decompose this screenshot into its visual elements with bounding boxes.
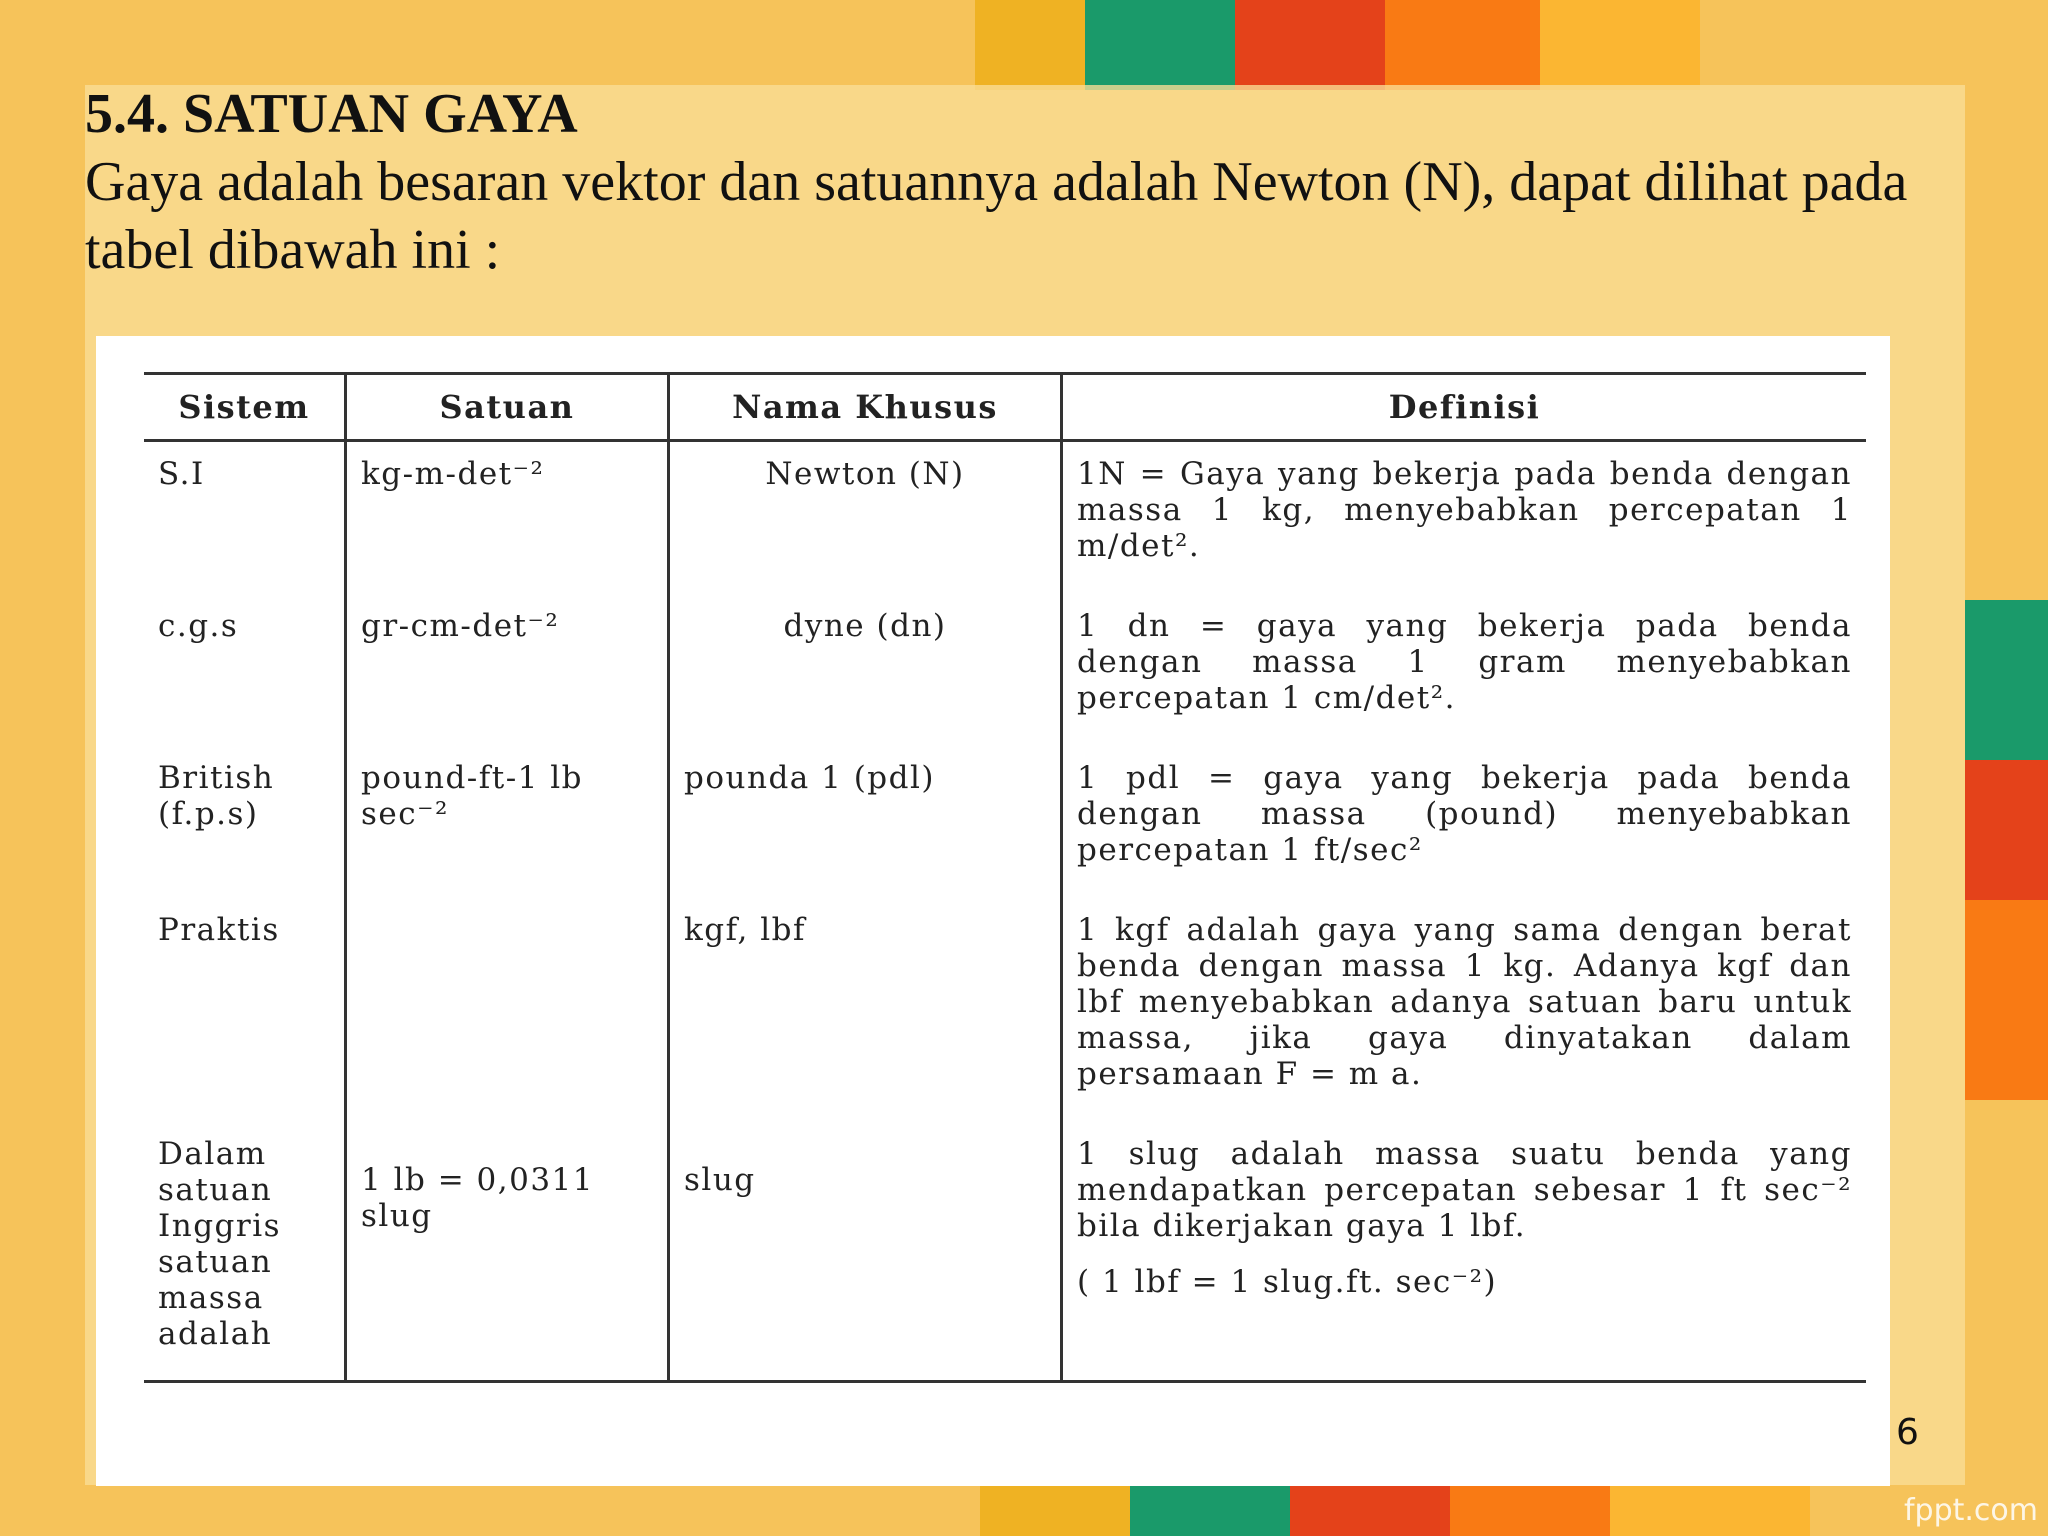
cell-definisi: 1 kgf adalah gaya yang sama dengan berat benda dengan massa 1 kg. Adanya kgf dan lbf menyebabkan adanya satuan baru untuk massa, jika gaya dinyatakan dalam persamaan F = m a. [1062,898,1867,1122]
slide-intro: Gaya adalah besaran vektor dan satuannya adalah Newton (N), dapat dilihat pada tabel dibawah ini : [85,151,1908,281]
cell-nama-khusus: slug [669,1122,1062,1382]
bottom-band-yellow [980,1486,1130,1536]
cell-satuan: 1 lb = 0,0311 slug [346,1122,669,1382]
bottom-band-red [1290,1486,1450,1536]
cell-satuan: gr-cm-det⁻² [346,594,669,746]
stripe-yellow [975,0,1085,90]
cell-nama-khusus: Newton (N) [669,441,1062,595]
cell-nama-khusus: pounda 1 (pdl) [669,746,1062,898]
bottom-band-green [1130,1486,1290,1536]
definisi-text: 1 slug adalah massa suatu benda yang mendapatkan percepatan sebesar 1 ft sec⁻² bila dikerjakan gaya 1 lbf. [1077,1136,1852,1244]
cell-sistem: c.g.s [158,608,239,644]
cell-nama-khusus: dyne (dn) [669,594,1062,746]
cell-definisi: 1 pdl = gaya yang bekerja pada benda dengan massa (pound) menyebabkan percepatan 1 ft/sec² [1062,746,1867,898]
right-band-red [1965,760,2048,900]
cell-satuan [346,898,669,1122]
header-definisi: Definisi [1062,374,1867,441]
definisi-note: ( 1 lbf = 1 slug.ft. sec⁻²) [1077,1264,1498,1300]
table-row [144,898,1866,1122]
right-band-orange [1965,900,2048,1100]
cell-definisi [1062,1122,1867,1382]
cell-definisi: 1 dn = gaya yang bekerja pada benda dengan massa 1 gram menyebabkan percepatan 1 cm/det². [1062,594,1867,746]
bottom-band-orange [1450,1486,1610,1536]
header-nama-khusus: Nama Khusus [669,374,1062,441]
table-row [144,441,1866,595]
stripe-gold [1540,0,1700,90]
stripe-red [1235,0,1385,90]
cell-sistem: Dalam satuan Inggris satuan massa adalah [144,1122,346,1382]
right-band-green [1965,600,2048,760]
header-sistem: Sistem [144,374,346,441]
table-row [144,594,1866,746]
cell-definisi: 1N = Gaya yang bekerja pada benda dengan massa 1 kg, menyebabkan percepatan 1 m/det². [1062,441,1867,595]
brand-watermark: fppt.com [1903,1493,2038,1528]
table-row [144,1122,1866,1382]
cell-sistem: British (f.p.s) [158,760,275,832]
stripe-green [1085,0,1235,90]
cell-nama-khusus: kgf, lbf [669,898,1062,1122]
stripe-orange [1385,0,1540,90]
cell-satuan: kg-m-det⁻² [346,441,669,595]
cell-sistem: Praktis [158,912,280,948]
header-satuan: Satuan [346,374,669,441]
cell-sistem: S.I [158,456,205,492]
units-table [144,372,1866,1383]
slide-heading [85,80,1985,284]
slide-title: 5.4. SATUAN GAYA [85,83,578,145]
page-number: 6 [1896,1412,1919,1453]
table-image [96,336,1890,1486]
table-row [144,746,1866,898]
table-header-row [144,374,1866,441]
cell-satuan: pound-ft-1 lb sec⁻² [346,746,669,898]
bottom-band-gold [1610,1486,1810,1536]
